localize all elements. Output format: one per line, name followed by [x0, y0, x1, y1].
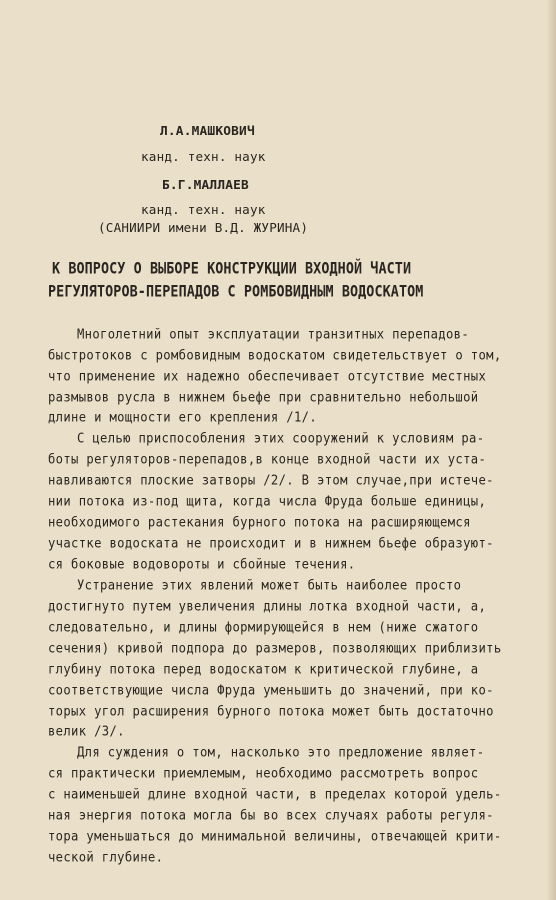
- body-line: ся практически приемлемым, необходимо рассмотреть вопрос: [48, 765, 479, 781]
- body-line: боты регуляторов-перепадов,в конце входной части их уста-: [48, 451, 487, 467]
- author-1-degree: канд. техн. наук: [141, 149, 266, 164]
- body-line: что применение их надежно обеспечивает отсутствие местных: [48, 368, 487, 384]
- body-line: велик /3/.: [48, 723, 125, 739]
- body-line: Многолетний опыт эксплуатации транзитных перепадов-: [77, 326, 470, 342]
- body-line: участке водоската не происходит и в нижнем бьефе образуют-: [48, 535, 494, 551]
- author-2-name: Б.Г.МАЛЛАЕВ: [162, 178, 249, 193]
- body-line: сечения) кривой подпора до размеров, позволяющих приблизить: [48, 640, 502, 656]
- body-line: нии потока из-под щита, когда числа Фруда больше единицы,: [48, 493, 487, 509]
- body-line: ся боковые водовороты и сбойные течения.: [48, 556, 356, 572]
- body-line: торых угол расширения бурного потока может быть достаточно: [48, 703, 494, 719]
- body-line: с наименьшей длине входной части, в пределах которой удель-: [48, 786, 502, 802]
- page-edge-shadow: [546, 0, 556, 900]
- article-title-line-2: РЕГУЛЯТОРОВ-ПЕРЕПАДОВ С РОМБОВИДНЫМ ВОДОСКАТОМ: [48, 283, 424, 302]
- author-2-degree: канд. техн. наук: [141, 202, 266, 217]
- body-line: достигнуто путем увеличения длины лотка входной части, а,: [48, 598, 487, 614]
- author-1-name: Л.А.МАШКОВИЧ: [160, 124, 255, 139]
- body-line: размывов русла в нижнем бьефе при сравнительно небольшой: [48, 389, 479, 405]
- body-line: глубину потока перед водоскатом к критической глубине, а: [48, 661, 479, 677]
- body-line: ная энергия потока могла бы во всех случаях работы регуля-: [48, 807, 494, 823]
- body-line: быстротоков с ромбовидным водоскатом свидетельствует о том,: [48, 347, 502, 363]
- body-line: длине и мощности его крепления /1/.: [48, 409, 318, 425]
- body-line: С целью приспособления этих сооружений к условиям ра-: [77, 430, 485, 446]
- body-line: навливаются плоские затворы /2/. В этом случае,при истече-: [48, 472, 494, 488]
- body-line: ческой глубине.: [48, 849, 164, 865]
- affiliation: (САНИИРИ имени В.Д. ЖУРИНА): [98, 220, 309, 235]
- body-line: Устранение этих явлений может быть наиболее просто: [77, 577, 462, 593]
- body-line: соответствующие числа Фруда уменьшить до значений, при ко-: [48, 682, 494, 698]
- body-line: Для суждения о том, насколько это предложение являет-: [77, 744, 485, 760]
- body-line: тора уменьшаться до минимальной величины, отвечающей крити-: [48, 828, 502, 844]
- article-title-line-1: К ВОПРОСУ О ВЫБОРЕ КОНСТРУКЦИИ ВХОДНОЙ ЧАСТИ: [52, 260, 412, 279]
- body-line: следовательно, и длины формирующейся в нем (ниже сжатого: [48, 619, 479, 635]
- body-line: необходимого растекания бурного потока на расширяющемся: [48, 514, 471, 530]
